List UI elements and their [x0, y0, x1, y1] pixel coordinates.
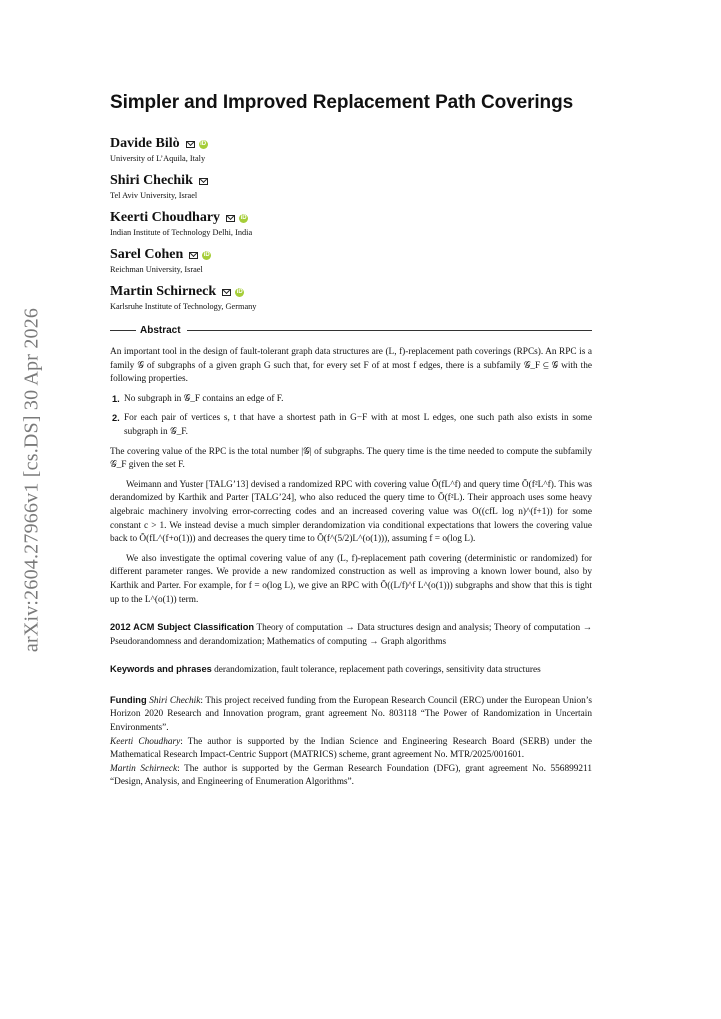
acm-text: Theory of computation → Data structures design and analysis; Theory of computation → Pseudorandomness and derandomization; Mathematics of computing → Graph algorithms [110, 623, 593, 647]
property-number: 2. [112, 413, 120, 424]
author-affiliation: University of L’Aquila, Italy [110, 154, 206, 163]
author-name-row [110, 247, 592, 263]
email-icon[interactable] [189, 252, 198, 259]
funding-entry-3 [110, 763, 592, 790]
email-icon[interactable] [199, 178, 208, 185]
author-affiliation: Reichman University, Israel [110, 265, 203, 274]
abstract-paragraph-1: An important tool in the design of fault-tolerant graph data structures are (L, f)-replacement path coverings (RPCs). An RPC is a family 𝒢 of subgraphs of a given graph G such that, for every set F of at most f edges, there is a subfamily 𝒢_F ⊆ 𝒢 with the following properties. [110, 347, 592, 385]
author-block [110, 136, 592, 163]
author-name-row [110, 136, 592, 152]
funding-text: : This project received funding from the European Research Council (ERC) under the European Union’s Horizon 2020 Research and Innovation program, grant agreement No. 803118 “The Power of Randomization in Uncertain Environments”. [110, 695, 592, 734]
author-affiliation: Karlsruhe Institute of Technology, Germany [110, 302, 257, 311]
email-icon[interactable] [226, 215, 235, 222]
author-affiliation: Indian Institute of Technology Delhi, India [110, 228, 253, 237]
property-text: No subgraph in 𝒢_F contains an edge of F. [124, 393, 284, 404]
orcid-icon[interactable]: iD [200, 140, 207, 147]
author-name: Shiri Chechik [110, 173, 193, 188]
acm-label: 2012 ACM Subject Classification [110, 622, 255, 633]
author-name-row [110, 210, 592, 226]
arxiv-identifier: arXiv:2604.27966v1 [cs.DS] 30 Apr 2026 [20, 307, 43, 653]
abstract-rule-left [110, 330, 136, 331]
acm-classification [110, 621, 592, 649]
orcid-icon[interactable]: iD [203, 251, 210, 258]
abstract-label: Abstract [140, 325, 181, 336]
property-number: 1. [112, 393, 120, 404]
abstract-property-list [110, 393, 592, 440]
funding-person: Keerti Choudhary [110, 736, 181, 747]
abstract-heading [110, 325, 592, 336]
keywords-text: derandomization, fault tolerance, replacement path coverings, sensitivity data structures [214, 665, 541, 676]
orcid-icon[interactable]: iD [240, 214, 247, 221]
keywords-label: Keywords and phrases [110, 664, 212, 675]
abstract-paragraph-2: The covering value of the RPC is the total number |𝒢| of subgraphs. The query time is the time needed to compute the subfamily 𝒢_F given the set F. [110, 446, 592, 471]
abstract-paragraph-4: We also investigate the optimal covering value of any (L, f)-replacement path covering (deterministic or randomized) for different parameter ranges. We provide a new randomized construction as well as improving a known lower bound, also by Karthik and Parter. For example, for f = o(log L), we give an RPC with Õ((L/f)^f L^(o(1))) subgraphs and show that this is tight up to the L^(o(1)) term. [110, 553, 592, 605]
arxiv-sidebar [12, 290, 52, 670]
funding-entry-2 [110, 736, 592, 763]
funding-text: : The author is supported by the Indian Science and Engineering Research Board (SERB) under the Mathematical Research Impact-Centric Support (MATRICS) scheme, grant agreement No. MTR/2025/001601. [110, 736, 592, 761]
funding-entry-1 [110, 694, 592, 736]
author-block [110, 173, 592, 200]
author-block [110, 284, 592, 311]
author-block [110, 247, 592, 274]
email-icon[interactable] [186, 141, 195, 148]
email-icon[interactable] [222, 289, 231, 296]
keywords [110, 663, 592, 678]
funding-label: Funding [110, 694, 147, 705]
property-item-1 [110, 393, 592, 407]
author-name-row [110, 173, 592, 189]
funding-section [110, 694, 592, 790]
author-block [110, 210, 592, 237]
funding-person: Shiri Chechik [149, 695, 201, 706]
author-name: Martin Schirneck [110, 284, 217, 299]
paper-page [110, 92, 592, 790]
paper-title: Simpler and Improved Replacement Path Coverings [110, 92, 574, 113]
funding-text: : The author is supported by the German Research Foundation (DFG), grant agreement No. 556899211 “Design, Analysis, and Engineering of Enumeration Algorithms”. [110, 763, 592, 788]
author-name-row [110, 284, 592, 300]
author-name: Davide Bilò [110, 136, 180, 151]
funding-person: Martin Schirneck [110, 763, 178, 774]
orcid-icon[interactable]: iD [236, 288, 243, 295]
author-name: Sarel Cohen [110, 247, 184, 262]
author-list [110, 136, 592, 311]
property-item-2 [110, 412, 592, 439]
abstract-paragraph-3: Weimann and Yuster [TALG’13] devised a randomized RPC with covering value Õ(fL^f) and query time Õ(f²L^f). This was derandomized by Karthik and Parter [TALG’24], who also reduced the query time to Õ(f²L). Their approach uses some heavy algebraic machinery involving error-correcting codes and an increased covering value was O((cfL log n)^(f+1)) for some constant c > 1. We instead devise a much simpler derandomization via conditional expectations that lowers the covering value back to Õ(fL^(f+o(1))) and decreases the query time to Õ(f^(5/2)L^(o(1))), assuming f = o(log L). [110, 479, 592, 545]
author-affiliation: Tel Aviv University, Israel [110, 191, 198, 200]
property-text: For each pair of vertices s, t that have a shortest path in G−F with at most L edges, one such path also exists in some subgraph in 𝒢_F. [124, 413, 592, 437]
author-name: Keerti Choudhary [110, 210, 221, 225]
abstract-rule-right [187, 330, 592, 331]
